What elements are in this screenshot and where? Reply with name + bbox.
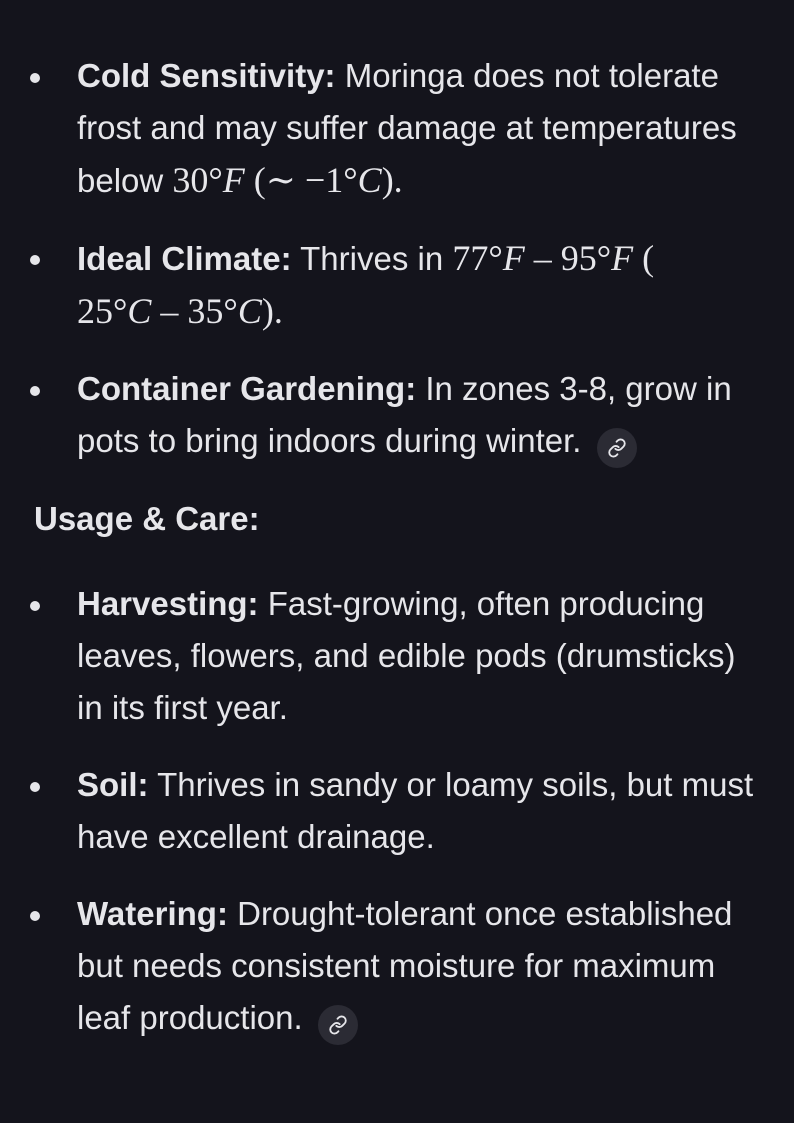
list-item bbox=[0, 759, 794, 863]
item-text: Drought-tolerant once established but needs consistent moisture for maximum leaf production. bbox=[77, 895, 733, 1036]
list-item bbox=[0, 888, 794, 1045]
item-text: In zones 3-8, grow in pots to bring indoors during winter. bbox=[77, 370, 732, 459]
usage-care-list bbox=[0, 578, 794, 1045]
item-label: Container Gardening: bbox=[77, 370, 417, 407]
bullet bbox=[30, 386, 40, 396]
link-icon bbox=[607, 438, 627, 458]
item-text: Fast-growing, often producing leaves, flowers, and edible pods (drumsticks) in its first year. bbox=[77, 585, 736, 726]
climate-list bbox=[0, 50, 794, 468]
bullet bbox=[30, 255, 40, 265]
source-link-button[interactable] bbox=[318, 1005, 358, 1045]
list-item bbox=[0, 50, 794, 207]
list-item bbox=[0, 232, 794, 338]
item-text: Moringa does not tolerate frost and may suffer damage at temperatures below bbox=[77, 57, 737, 199]
item-text: Thrives in sandy or loamy soils, but must have excellent drainage. bbox=[77, 766, 754, 855]
item-label: Ideal Climate: bbox=[77, 240, 292, 277]
item-label: Watering: bbox=[77, 895, 228, 932]
source-link-button[interactable] bbox=[597, 428, 637, 468]
item-text: Thrives in bbox=[291, 240, 453, 277]
bullet bbox=[30, 911, 40, 921]
bullet bbox=[30, 782, 40, 792]
item-label: Cold Sensitivity: bbox=[77, 57, 336, 94]
math-expression: 77°F – 95°F ( 25°C – 35°C). bbox=[77, 238, 655, 331]
item-label: Soil: bbox=[77, 766, 149, 803]
list-item bbox=[0, 363, 794, 468]
bullet bbox=[30, 601, 40, 611]
list-item bbox=[0, 578, 794, 734]
section-heading: Usage & Care: bbox=[34, 500, 260, 537]
math-expression: 30°F (∼ −1°C). bbox=[172, 160, 403, 200]
bullet bbox=[30, 73, 40, 83]
item-label: Harvesting: bbox=[77, 585, 259, 622]
link-icon bbox=[328, 1015, 348, 1035]
